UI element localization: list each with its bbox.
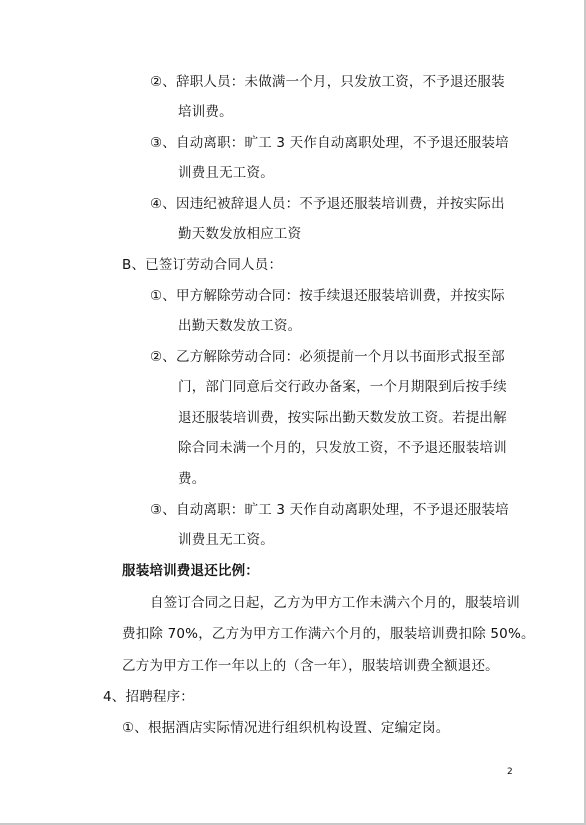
text-line-16: 训费且无工资。 xyxy=(178,532,274,548)
text-line-8: ①、甲方解除劳动合同：按手续退还服装培训费，并按实际 xyxy=(150,288,505,304)
text-line-21: 4、招聘程序： xyxy=(103,689,194,705)
text-line-14: 费。 xyxy=(178,471,206,487)
text-line-10: ②、乙方解除劳动合同：必须提前一个月以书面形式报至部 xyxy=(150,349,505,365)
text-line-15: ③、自动离职：旷工 3 天作自动离职处理，不予退还服装培 xyxy=(150,502,509,518)
text-line-2: 培训费。 xyxy=(178,104,233,120)
text-line-11: 门，部门同意后交行政办备案，一个月期限到后按手续 xyxy=(178,379,507,395)
text-line-6: 勤天数发放相应工资 xyxy=(178,226,302,242)
text-line-1: ②、辞职人员：未做满一个月，只发放工资，不予退还服装 xyxy=(150,74,505,90)
text-line-22: ①、根据酒店实际情况进行组织机构设置、定编定岗。 xyxy=(122,720,450,736)
text-line-18: 自签订合同之日起，乙方为甲方工作未满六个月的，服装培训 xyxy=(150,595,520,611)
text-line-3: ③、自动离职：旷工 3 天作自动离职处理，不予退还服装培 xyxy=(150,135,509,151)
text-line-13: 除合同未满一个月的，只发放工资，不予退还服装培训 xyxy=(178,440,507,456)
text-line-9: 出勤天数发放工资。 xyxy=(178,318,302,334)
text-line-20: 乙方为甲方工作一年以上的（含一年），服装培训费全额退还。 xyxy=(122,658,499,674)
text-line-12: 退还服装培训费，按实际出勤天数发放工资。若提出解 xyxy=(178,410,507,426)
section-heading-refund-ratio: 服装培训费退还比例： xyxy=(122,563,259,579)
text-line-7: B、已签订劳动合同人员： xyxy=(122,257,283,273)
text-line-19: 费扣除 70%，乙方为甲方工作满六个月的，服装培训费扣除 50%。 xyxy=(122,626,535,642)
page-number: 2 xyxy=(507,767,513,777)
text-line-5: ④、因违纪被辞退人员：不予退还服装培训费，并按实际出 xyxy=(150,196,505,212)
text-line-4: 训费且无工资。 xyxy=(178,165,274,181)
